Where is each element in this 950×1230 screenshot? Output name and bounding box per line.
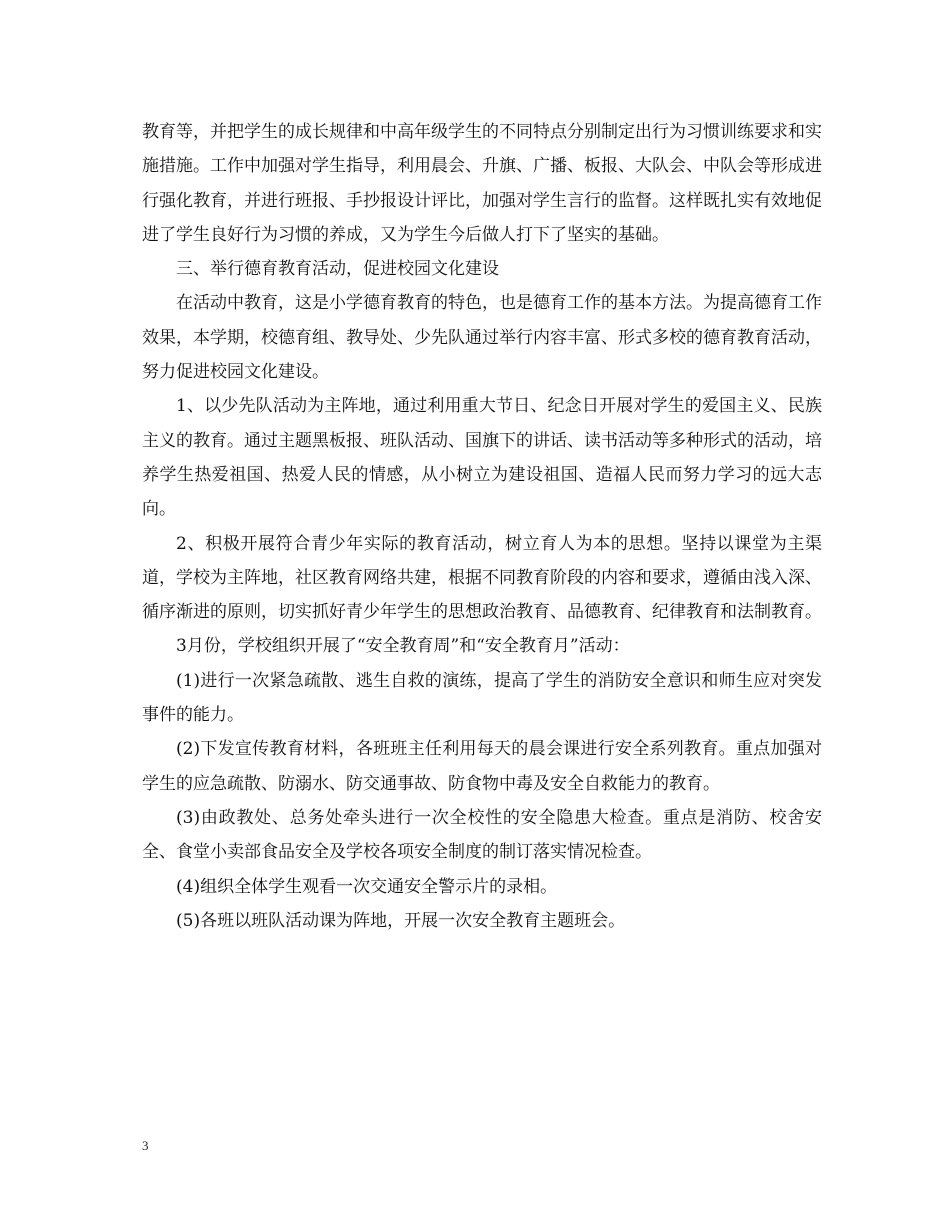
paragraph-continuation: 教育等，并把学生的成长规律和中高年级学生的不同特点分别制定出行为习惯训练要求和实施措施。工作中加强对学生指导，利用晨会、升旗、广播、板报、大队会、中队会等形成进行强化教育，并进行班报、手抄报设计评比，加强对学生言行的监督。这样既扎实有效地促进了学生良好行为习惯的养成，又为学生今后做人打下了坚实的基础。 bbox=[142, 122, 822, 245]
paragraph: 3月份，学校组织开展了“安全教育周”和“安全教育月”活动： bbox=[176, 636, 630, 657]
paragraph: 1、以少先队活动为主阵地，通过利用重大节日、纪念日开展对学生的爱国主义、民族主义的教育。通过主题黑板报、班队活动、国旗下的讲话、读书活动等多种形式的活动，培养学生热爱祖国、热爱人民的情感，从小树立为建设祖国、造福人民而努力学习的远大志向。 bbox=[142, 396, 822, 520]
list-item: (4)组织全体学生观看一次交通安全警示片的录相。 bbox=[176, 876, 558, 897]
section-heading: 三、举行德育教育活动，促进校园文化建设 bbox=[176, 259, 499, 280]
paragraph: 在活动中教育，这是小学德育教育的特色，也是德育工作的基本方法。为提高德育工作效果，本学期，校德育组、教导处、少先队通过举行内容丰富、形式多校的德育教育活动，努力促进校园文化建设。 bbox=[142, 293, 822, 383]
list-item: (5)各班以班队活动课为阵地，开展一次安全教育主题班会。 bbox=[176, 910, 626, 931]
document-body bbox=[142, 115, 822, 938]
paragraph: 2、积极开展符合青少年实际的教育活动，树立育人为本的思想。坚持以课堂为主渠道，学校为主阵地，社区教育网络共建，根据不同教育阶段的内容和要求，遵循由浅入深、循序渐进的原则，切实抓好青少年学生的思想政治教育、品德教育、纪律教育和法制教育。 bbox=[142, 533, 822, 623]
list-item: (3)由政教处、总务处牵头进行一次全校性的安全隐患大检查。重点是消防、校舍安全、食堂小卖部食品安全及学校各项安全制度的制订落实情况检查。 bbox=[142, 807, 822, 863]
page-number: 3 bbox=[142, 1138, 149, 1153]
list-item: (2)下发宣传教育材料，各班班主任利用每天的晨会课进行安全系列教育。重点加强对学生的应急疏散、防溺水、防交通事故、防食物中毒及安全自救能力的教育。 bbox=[142, 739, 822, 794]
list-item: (1)进行一次紧急疏散、逃生自救的演练，提高了学生的消防安全意识和师生应对突发事件的能力。 bbox=[142, 670, 822, 726]
